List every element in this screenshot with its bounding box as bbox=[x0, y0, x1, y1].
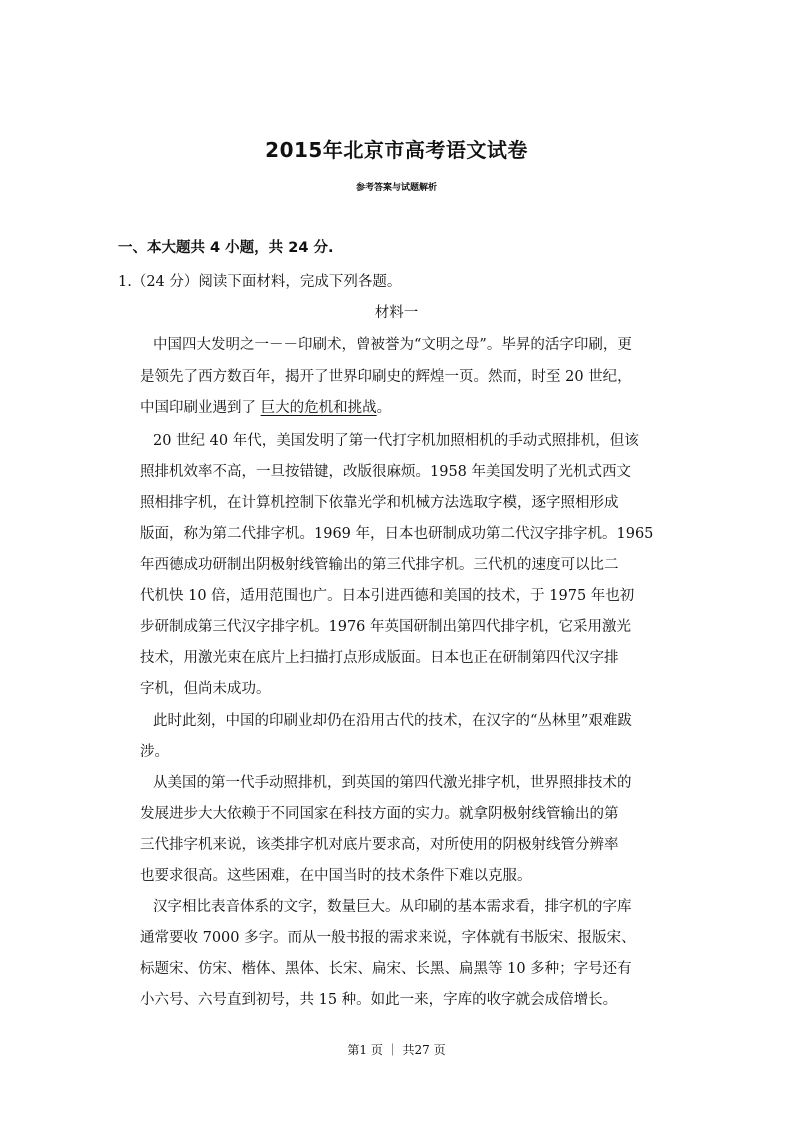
paragraph-line: 技术，用激光束在底片上扫描打点形成版面。日本也正在研制第四代汉字排 bbox=[140, 650, 619, 666]
paragraph-line: 从美国的第一代手动照排机，到英国的第四代激光排字机，世界照排技术的 bbox=[153, 775, 632, 791]
line-prefix: 中国印刷业遇到了 bbox=[140, 400, 261, 416]
paragraph-line: 涉。 bbox=[140, 744, 169, 760]
underlined-phrase: 巨大的危机和挑战 bbox=[260, 400, 377, 416]
paragraph-line: 此时此刻，中国的印刷业却仍在沿用古代的技术，在汉字的“丛林里”艰难跋 bbox=[153, 713, 632, 729]
section-heading: 一、本大题共 4 小题，共 24 分. bbox=[118, 240, 334, 256]
document-title: 2015年北京市高考语文试卷 bbox=[265, 138, 528, 162]
paragraph-line: 代机快 10 倍，适用范围也广。日本引进西德和美国的技术，于 1975 年也初 bbox=[140, 588, 635, 604]
paragraph-line: 字机，但尚未成功。 bbox=[140, 681, 271, 697]
paragraph-line-with-underline bbox=[140, 396, 391, 417]
page-footer: 第1 页 ｜ 共27 页 bbox=[347, 1043, 446, 1057]
line-suffix: 。 bbox=[376, 400, 392, 416]
paragraph-line: 通常要收 7000 多字。而从一般书报的需求来说，字体就有书版宋、报版宋、 bbox=[140, 930, 636, 946]
material-title: 材料一 bbox=[374, 305, 419, 321]
paragraph-line: 汉字相比表音体系的文字，数量巨大。从印刷的基本需求看，排字机的字库 bbox=[153, 899, 632, 915]
paragraph-line: 20 世纪 40 年代，美国发明了第一代打字机加照相机的手动式照排机，但该 bbox=[153, 433, 639, 449]
paragraph-line: 照排机效率不高，一旦按错键，改版很麻烦。1958 年美国发明了光机式西文 bbox=[140, 464, 632, 480]
paragraph-line: 中国四大发明之一－－印刷术，曾被誉为“文明之母”。毕昇的活字印刷，更 bbox=[153, 337, 632, 353]
paragraph-line: 年西德成功研制出阴极射线管输出的第三代排字机。三代机的速度可以比二 bbox=[140, 557, 619, 573]
paragraph-line: 是领先了西方数百年，揭开了世界印刷史的辉煌一页。然而，时至 20 世纪， bbox=[140, 369, 632, 385]
paragraph-line: 标题宋、仿宋、楷体、黑体、长宋、扁宋、长黑、扁黑等 10 多种；字号还有 bbox=[140, 961, 632, 977]
paragraph-line: 版面，称为第二代排字机。1969 年，日本也研制成功第二代汉字排字机。1965 bbox=[140, 526, 654, 542]
paragraph-line: 也要求很高。这些困难，在中国当时的技术条件下难以克服。 bbox=[140, 868, 532, 884]
document-subtitle: 参考答案与试题解析 bbox=[355, 183, 437, 193]
paragraph-line: 三代排字机来说，该类排字机对底片要求高，对所使用的阴极射线管分辨率 bbox=[140, 837, 619, 853]
paragraph-line: 小六号、六号直到初号，共 15 种。如此一来，字库的收字就会成倍增长。 bbox=[140, 992, 618, 1008]
paragraph-line: 发展进步大大依赖于不同国家在科技方面的实力。就拿阴极射线管输出的第 bbox=[140, 806, 619, 822]
question-prompt: 1.（24 分）阅读下面材料，完成下列各题。 bbox=[118, 274, 402, 290]
paragraph-line: 步研制成第三代汉字排字机。1976 年英国研制出第四代排字机，它采用激光 bbox=[140, 619, 632, 635]
paragraph-line: 照相排字机，在计算机控制下依靠光学和机械方法选取字模，逐字照相形成 bbox=[140, 495, 619, 511]
